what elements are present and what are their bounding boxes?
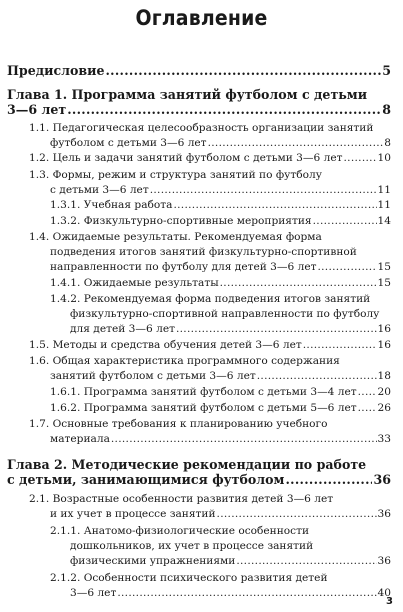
toc-entry-2-1-2-line1[interactable]: 2.1.2. Особенности психического развития детей [50, 572, 328, 584]
toc-entry-1-4-2[interactable]: для детей 3—6 лет ..... 16 [70, 323, 391, 335]
toc-entry-1-6-line1[interactable]: 1.6. Общая характеристика программного содержания [29, 355, 340, 367]
toc-entry-1-7-line1[interactable]: 1.7. Основные требования к планированию учебного [29, 418, 328, 430]
toc-entry-chapter-1[interactable]: 3—6 лет ..... 8 [7, 102, 391, 117]
toc-entry-chapter-2[interactable]: с детьми, занимающимися футболом ..... 36 [7, 472, 391, 487]
toc-entry-1-6-1[interactable]: 1.6.1. Программа занятий футболом с детьми 3—4 лет ..... 20 [50, 386, 391, 398]
toc-entry-2-1-1-line2[interactable]: дошкольников, их учет в процессе занятий [70, 540, 314, 552]
toc-entry-1-1-line1[interactable]: 1.1. Педагогическая целесообразность организации занятий [29, 122, 374, 134]
dot-leader [67, 102, 381, 117]
toc-entry-1-4-1[interactable]: 1.4.1. Ожидаемые результаты ..... 15 [50, 277, 391, 289]
toc-entry-1-3-line1[interactable]: 1.3. Формы, режим и структура занятий по футболу [29, 169, 322, 181]
toc-page: 5 [382, 63, 391, 78]
toc-entry-1-3[interactable]: с детьми 3—6 лет ..... 11 [50, 184, 391, 196]
toc-entry-1-4-2-line2[interactable]: физкультурно-спортивной направленности по футболу [70, 308, 380, 320]
toc-entry-1-4-line1[interactable]: 1.4. Ожидаемые результаты. Рекомендуемая форма [29, 231, 322, 243]
toc-entry-1-4-2-line1[interactable]: 1.4.2. Рекомендуемая форма подведения итогов занятий [50, 293, 371, 305]
page-title: Оглавление [135, 6, 268, 30]
toc-entry-1-5[interactable]: 1.5. Методы и средства обучения детей 3—6 лет ..... 16 [29, 339, 391, 351]
toc-entry-1-6-2[interactable]: 1.6.2. Программа занятий футболом с детьми 5—6 лет ..... 26 [50, 402, 391, 414]
toc-entry-2-1-2[interactable]: 3—6 лет ..... 40 [70, 587, 391, 599]
toc-entry-1-3-1[interactable]: 1.3.1. Учебная работа ..... 11 [50, 199, 391, 211]
toc-entry-1-6[interactable]: занятий футболом с детьми 3—6 лет ..... 18 [50, 370, 391, 382]
toc-entry-2-1-line1[interactable]: 2.1. Возрастные особенности развития детей 3—6 лет [29, 493, 334, 505]
toc-entry-1-3-2[interactable]: 1.3.2. Физкультурно-спортивные мероприятия ..... 14 [50, 215, 391, 227]
toc-entry-2-1-1[interactable]: физическими упражнениями ..... 36 [70, 555, 391, 567]
toc-entry-1-2[interactable]: 1.2. Цель и задачи занятий футболом с детьми 3—6 лет ..... 10 [29, 152, 391, 164]
toc-entry-chapter-1-line1[interactable]: Глава 1. Программа занятий футболом с детьми [7, 87, 368, 102]
toc-entry-chapter-2-line1[interactable]: Глава 2. Методические рекомендации по работе [7, 457, 367, 472]
toc-entry-preface[interactable]: Предисловие ..... 5 [7, 63, 391, 78]
page-number: 3 [386, 596, 393, 607]
toc-entry-1-4-line2[interactable]: подведения итогов занятий физкультурно-спортивной [50, 246, 357, 258]
toc-entry-1-7[interactable]: материала ..... 33 [50, 433, 391, 445]
dot-leader [106, 63, 382, 78]
toc-entry-1-1[interactable]: футболом с детьми 3—6 лет ..... 8 [50, 137, 391, 149]
toc-entry-2-1-1-line1[interactable]: 2.1.1. Анатомо-физиологические особенности [50, 525, 310, 537]
toc-entry-2-1[interactable]: и их учет в процессе занятий ..... 36 [50, 508, 391, 520]
toc-entry-1-4[interactable]: направленности по футболу для детей 3—6 лет ..... 15 [50, 261, 391, 273]
